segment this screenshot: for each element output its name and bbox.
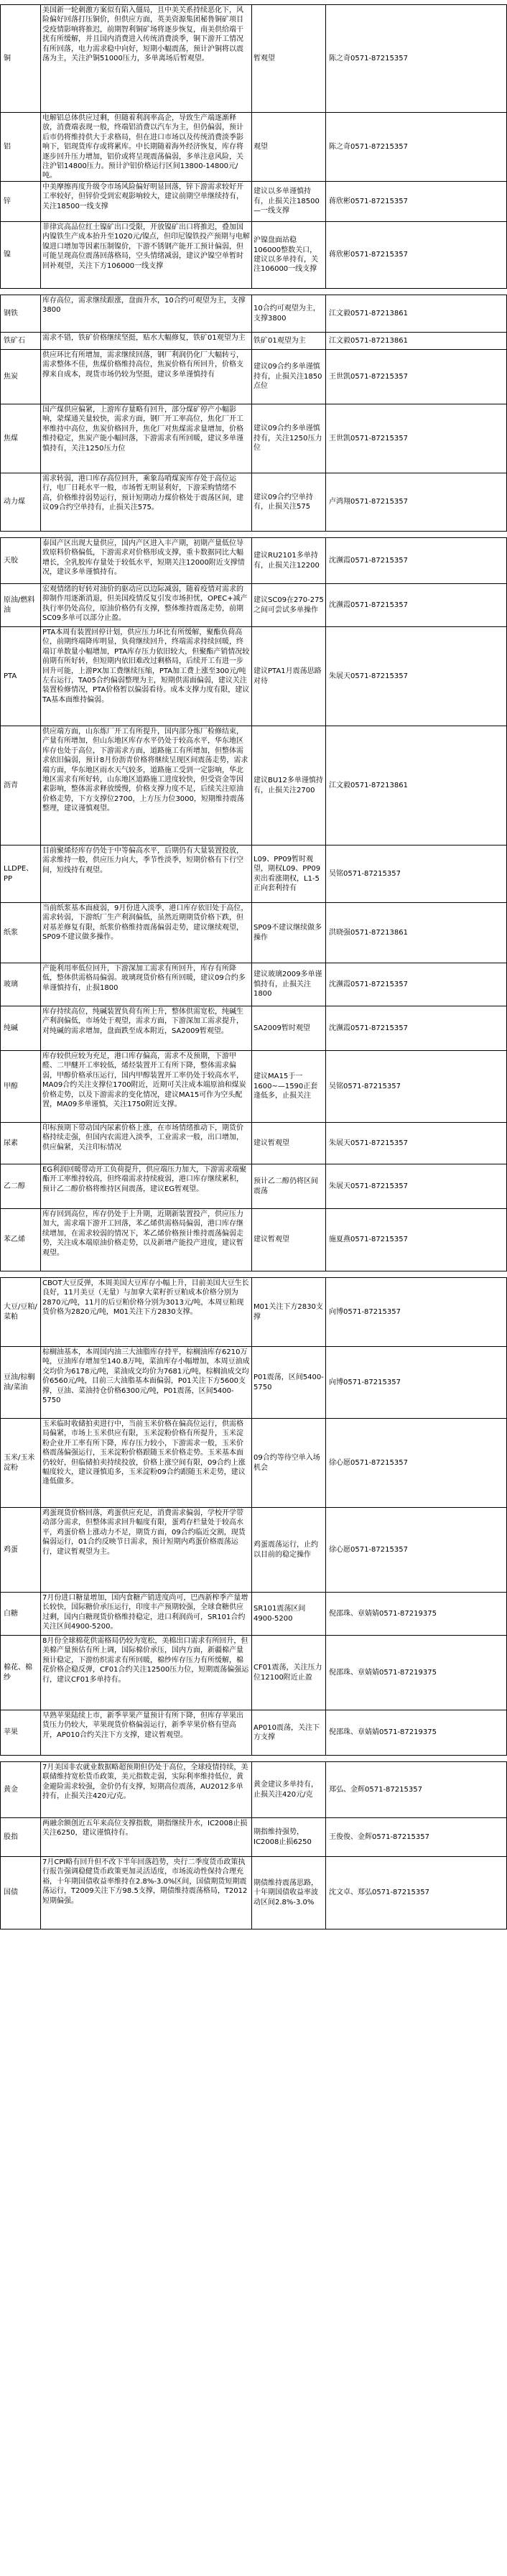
analyst-contact: 洪晓强0571-87213861 xyxy=(325,903,507,963)
commodity-name: 钢铁 xyxy=(0,295,40,332)
table-row xyxy=(0,1123,507,1164)
trading-strategy: 鸡蛋震荡运行，止约以目前的稳定操作 xyxy=(251,1508,325,1592)
analyst-contact: 向博0571-87215357 xyxy=(325,1278,507,1346)
analyst-contact: 倪邵珠、章婧婧0571-87219375 xyxy=(325,1636,507,1710)
analyst-contact: 卢鸿翔0571-87215357 xyxy=(325,473,507,531)
section-gap xyxy=(0,289,507,295)
commodity-name: 镍 xyxy=(0,222,40,288)
market-analysis: 库存高位，需求继续跟涨，盘面升水，10合约可观望为主，支撑3800 xyxy=(40,295,251,332)
analyst-contact: 沈濒霞0571-87215357 xyxy=(325,584,507,626)
table-row xyxy=(0,222,507,288)
commodity-name: 铜 xyxy=(0,5,40,112)
table-row xyxy=(0,903,507,963)
market-analysis: PTA本周有装置回停计划，供应压力环比有所缓解，聚酯负荷高位，前期终端降库明显，负荷继续回升，终端需求持续回暖，终端订单数量小幅增加，PTA库存压力依旧较大，但聚酯产销情况较前期有所好转，但短期内依旧难改过剩格局，后续开工有进一步回升可能，上游PX加工费继续压缩，PTA加工费上涨至300元/吨左右运行，TA05合约偏弱整理为主，短期供需面偏弱，建议关注装置检修情况，PTA价格暂以偏弱看待。成本支撑力度有限，建议TA基本面维持偏弱。 xyxy=(40,627,251,726)
table-row xyxy=(0,1818,507,1857)
table-row xyxy=(0,295,507,333)
market-analysis: 供应端方面，山东炼厂开工有所提升，国内部分炼厂检修结束，产量有所增加，但山东地区库存水平仍处于较高水平，华东地区库存也处于高位，下游需求方面，道路施工有所增加，但整体需求依旧偏弱，预计8月份沥青价格将继续呈现区间震荡走势，需求端方面，华东地区雨水天气较多，道路施工受到一定影响，华北地区需求有所好转，山东地区道路施工进度较快，但受资金等因素影响，整体需求释放缓慢，价格支撑力度不足，后续关注原油价格走势，下方支撑位2700，上方压力位3000，短期维持震荡整理，建议谨慎观望。 xyxy=(40,726,251,845)
trading-strategy: 09合约等待空单入场机会 xyxy=(251,1419,325,1507)
table-row xyxy=(0,1762,507,1818)
analyst-contact: 江文毅0571-87213861 xyxy=(325,295,507,332)
commodity-name: LLDPE、PP xyxy=(0,845,40,902)
trading-strategy: 黄金建议多单持有，止损关注420元/克 xyxy=(251,1762,325,1817)
market-analysis: 7月CPI略有回升但不改下半年回落趋势，央行二季度货币政策执行报告强调稳健货币政策更加灵活适度，市场流动性保持合理充裕，十年期国债收益率维持在2.8%-3.0%区间，国债期货短期震荡运行，T2009关注下方98.5支撑，期债维持震荡格局，T2012短期偏强。 xyxy=(40,1857,251,1929)
analyst-contact: 江文毅0571-87213861 xyxy=(325,333,507,349)
market-analysis: 库存持续高位，纯碱装置负荷有所上升，整体供需宽松，纯碱生产利润偏低，市场处于观望，需求方面，下游深加工需求提升，对纯碱的需求增加，盘面跌至成本附近，SA2009暂观望。 xyxy=(40,1006,251,1050)
table-row xyxy=(0,1209,507,1271)
commodity-name: 白糖 xyxy=(0,1593,40,1635)
analyst-contact: 王世凯0571-87215357 xyxy=(325,350,507,404)
analyst-contact: 蒋欣彬0571-87215357 xyxy=(325,222,507,288)
analyst-contact: 郑弘、金辉0571-87215357 xyxy=(325,1762,507,1817)
table-row xyxy=(0,1051,507,1123)
commodity-name: 锌 xyxy=(0,182,40,221)
commodity-name: 棉花、棉纱 xyxy=(0,1636,40,1710)
table-row xyxy=(0,538,507,584)
market-analysis: 两融余额创近五年来高位支撑指数，期指继续升水，IC2008止损关注6250，建议谨慎持有。 xyxy=(40,1818,251,1856)
analyst-contact: 朱展天0571-87215357 xyxy=(325,1164,507,1208)
table-row xyxy=(0,333,507,350)
trading-strategy: SA2009暂时观望 xyxy=(251,1006,325,1050)
market-analysis: 当前纸浆基本面疲弱，9月份进入淡季，港口库存依旧处于高位，需求转弱，下游纸厂生产利润偏低，虽然近期期货价格下跌，但对基差修复有限，纸浆价格维持震荡偏弱走势，建议继续观望，SP09不建议做多操作。 xyxy=(40,903,251,963)
commodity-name: 铁矿石 xyxy=(0,333,40,349)
analyst-contact: 吴铭0571-87215357 xyxy=(325,1051,507,1122)
table-row xyxy=(0,350,507,404)
analyst-contact: 陈之奇0571-87215357 xyxy=(325,5,507,112)
analyst-contact: 徐心愿0571-87215357 xyxy=(325,1419,507,1507)
analyst-contact: 吴铭0571-87215357 xyxy=(325,845,507,902)
market-analysis: 早熟苹果陆续上市，新季苹果产量预计有所下降，但库存苹果出货压力仍较大，苹果现货价格偏弱运行，新季苹果价格有望高开，AP010合约关注下方支撑，建议暂观望。 xyxy=(40,1710,251,1755)
trading-strategy: SP09不建议继续做多操作 xyxy=(251,903,325,963)
section-gap xyxy=(0,1271,507,1277)
trading-strategy: 建议SC09在270-275之间可尝试多单操作 xyxy=(251,584,325,626)
market-analysis: 玉米临时收储拍卖进行中，当前玉米价格在偏高位运行，供需格局偏紧，市场上玉米供应有限，玉米淀粉价格有所提升，玉米淀粉企业开工率有所下降，库存压力较小，下游需求一般，玉米价格震荡偏强运行，玉米淀粉价格跟随玉米价格走势。玉米基本面仍较好，但临储拍卖持续投放，价格上涨空间有限，09合约上涨幅度较大，建议谨慎追多，玉米淀粉09合约跟随玉米走势，建议逢低做多。 xyxy=(40,1419,251,1507)
analyst-contact: 沈文卓、郑弘0571-87215357 xyxy=(325,1857,507,1929)
trading-strategy: 建议MA15于一1600~—1590正套逢低多，止损关注 xyxy=(251,1051,325,1122)
trading-strategy: 期债维持震荡思路，十年期国债收益率波动区间2.8%-3.0% xyxy=(251,1857,325,1929)
trading-strategy: AP010震荡，关注下方支撑 xyxy=(251,1710,325,1755)
market-analysis: 宏观情绪的好转对油价的驱动应以边际减弱，随着疫情对需求的抑制作用逐渐消退，但美国疫情反复引发市场担忧，OPEC+减产执行率仍处高位，原油价格仍有支撑，整体维持震荡走势，前期SC09多单可以部分止盈。 xyxy=(40,584,251,626)
commodity-name: 苯乙烯 xyxy=(0,1209,40,1271)
analyst-contact: 徐心愿0571-87215357 xyxy=(325,1508,507,1592)
market-analysis: 需求转弱，港口库存高位回升，乘象岛哨煤炭库存处于高位运行，电厂日耗水平一般，市场暂无明显利好，下游采购情绪不高，价格维持弱势运行，预计短期动力煤价格处于震荡区间，建议09合约空单持有，止损关注575。 xyxy=(40,473,251,531)
commodity-name: 玻璃 xyxy=(0,963,40,1006)
table-row xyxy=(0,1347,507,1419)
table-row xyxy=(0,584,507,627)
trading-strategy: 建议以多单谨慎持有，止损关注18500—一线支撑 xyxy=(251,182,325,221)
market-analysis: 中美摩擦再度升级令市场风险偏好明显回落，锌下游需求较好开工率较好，但锌价受到宏观影响较大，建议前期空单继续持有，关注18500一线支撑 xyxy=(40,182,251,221)
table-row xyxy=(0,1278,507,1347)
analyst-contact: 向博0571-87215357 xyxy=(325,1347,507,1418)
analyst-contact: 施夏燕0571-87215357 xyxy=(325,1209,507,1271)
commodity-name: 焦炭 xyxy=(0,350,40,404)
table-row xyxy=(0,1593,507,1636)
analyst-contact: 蒋欣彬0571-87215357 xyxy=(325,182,507,221)
trading-strategy: L09、PP09暂时观望，期权L09、PP09卖出看涨期权，L1-5正向套利持有 xyxy=(251,845,325,902)
commodity-name: 玉米/玉米淀粉 xyxy=(0,1419,40,1507)
market-analysis: 鸡蛋现货价格回落，鸡蛋供应充足，消费需求偏弱，学校开学带动部分需求，但整体需求回升幅度有限，蛋鸡存栏量处于较高水平，鸡蛋价格上涨动力不足，期货方面，09合约临近交割，现货偏弱运行，01合约反映节日需求，预计短期内鸡蛋价格震荡运行，建议暂观望为主。 xyxy=(40,1508,251,1592)
market-analysis: 国产煤供应偏紧，上游库存量略有回升，部分煤矿停产小幅影响，蒙煤通关量较快，需求方面，钢厂开工率高位，焦化厂开工率维持中高位，焦炭价格回升，焦化厂对焦煤需求量增加，价格维持稳定，焦炭产能小幅回落，下游需求有所回暖，建议多单谨慎持有，关注1250压力位 xyxy=(40,404,251,473)
trading-strategy: 建议PTA1月震荡思路对待 xyxy=(251,627,325,726)
table-section xyxy=(0,537,507,1271)
trading-strategy: SR101震荡区间4900-5200 xyxy=(251,1593,325,1635)
commodity-name: 天胶 xyxy=(0,538,40,583)
analyst-contact: 沈濒霞0571-87215357 xyxy=(325,538,507,583)
table-row xyxy=(0,1006,507,1051)
table-row xyxy=(0,1636,507,1710)
market-analysis: 棕榈油基本，本周国内油三大油脂库存持平，棕榈油库存6210万吨，豆油库存增加至140.8万吨，菜油库存小幅增加，本周豆油成交均价为6178元/吨，菜油成交均价为7681元/吨，棕榈油成交均价6560元/吨，目前三大油脂基本面偏弱，P01关注下方5600支撑，豆油、菜油持仓价格6300元/吨，P01震荡，区间5400-5750 xyxy=(40,1347,251,1418)
commodity-name: 纸浆 xyxy=(0,903,40,963)
table-row xyxy=(0,1508,507,1593)
trading-strategy: 铁矿01观望为主 xyxy=(251,333,325,349)
commodity-name: PTA xyxy=(0,627,40,726)
commodity-name: 豆油/棕榈油/菜油 xyxy=(0,1347,40,1418)
trading-strategy: 期指维持强势，IC2008止损6250 xyxy=(251,1818,325,1856)
market-analysis: 产能利用率低位回升，下游深加工需求有所回升，库存有所降低，整体供需格局偏弱。玻璃现货价格有所回暖，建议09合约多单谨慎持有，止损1800 xyxy=(40,963,251,1006)
commodity-name: 苹果 xyxy=(0,1710,40,1755)
analyst-contact: 沈濒霞0571-87215357 xyxy=(325,963,507,1006)
table-section xyxy=(0,1277,507,1756)
commodity-name: 黄金 xyxy=(0,1762,40,1817)
analyst-contact: 倪邵珠、章婧婧0571-87219375 xyxy=(325,1710,507,1755)
trading-strategy: 观望 xyxy=(251,113,325,181)
market-analysis: 8月份全球棉花供需格局仍较为宽松，美棉出口需求有所回升，但美棉产量预估有所上调，国际棉价承压，国内方面，新疆棉产量预计稳定，下游纺织需求有所回暖，棉纱库存压力有所缓解，棉花价格企稳反弹，CF01合约关注12500压力位，短期震荡偏强运行，建议CF01多单持有。 xyxy=(40,1636,251,1710)
market-analysis: 7月美国非农就业数据略超预期但仍处于高位，全球疫情持续，美联储维持宽松货币政策，美元指数走弱，实际利率维持低位，黄金避险需求较强，金价仍有支撑，短期高位震荡，AU2012多单持有，止损关注420元/克。 xyxy=(40,1762,251,1817)
analyst-contact: 王俊俊、金辉0571-87215357 xyxy=(325,1818,507,1856)
trading-strategy: 建议BU12多单谨慎持有，止损关注2700 xyxy=(251,726,325,845)
table-row xyxy=(0,473,507,531)
trading-strategy: 建议09合约多单谨慎持有，止损关注1850点位 xyxy=(251,350,325,404)
market-analysis: 菲律宾高品位红土镍矿出口受限，开放镍矿出口将推迟，叠加国内镍铁生产成本抬升至1020元/镍点，但印尼镍铁投产预期与电解镍进口增加等因素压制镍价，下游不锈钢产能开工预计偏弱，但可能呈现高位震荡回落格局，空头情绪减弱，建议沪镍空单暂时回补观望，关注下方106000一线支撑 xyxy=(40,222,251,288)
market-analysis: 7月份进口糖量增加，国内食糖产销进度尚可，巴西新榨季产量增长较快，国际糖价承压运行，印度丰产预期较强，全球食糖供应过剩，国内白糖现货价格维持稳定，进口利润尚可，SR101合约关注区间4900-5200。 xyxy=(40,1593,251,1635)
table-row xyxy=(0,113,507,182)
commodity-name: 焦煤 xyxy=(0,404,40,473)
market-analysis: 库存回到高位，库存仍处于上升期，近期新装置投产，供应压力加大，需求端下游开工回落，苯乙烯供需格局偏弱，港口库存继续增加，在需求较弱的情况下，苯乙烯价格预计维持震荡偏弱走势，关注成本端原油价格走势，以及新增产能投产进度，建议暂观望。 xyxy=(40,1209,251,1271)
commodity-name: 纯碱 xyxy=(0,1006,40,1050)
table-row xyxy=(0,726,507,845)
table-row xyxy=(0,1164,507,1209)
commodity-name: 沥青 xyxy=(0,726,40,845)
table-row xyxy=(0,1857,507,1929)
commodity-name: 国债 xyxy=(0,1857,40,1929)
commodity-name: 动力煤 xyxy=(0,473,40,531)
trading-strategy: 建议09合约多单谨慎持有，关注1250压力位 xyxy=(251,404,325,473)
trading-strategy: M01关注下方2830支撑 xyxy=(251,1278,325,1346)
sections-container xyxy=(0,4,507,1929)
market-analysis: 供应环比有所增加，需求继续回落，钢厂利润仍化厂大幅转亏，需求整体不佳，焦煤价格维持高位，焦炭价格有所回升，价格支撑来自成本，现货市场仍较为坚挺，建议多单谨慎持有 xyxy=(40,350,251,404)
market-analysis: 美国新一轮刺激方案似有陷入僵局，且中美关系持续恶化下，风险偏好回落打压铜价，但供应方面，英美资源集团秘鲁铜矿项目受疫情影响将推迟，前期智利铜矿场将逐步恢复，南美供给端干扰有所缓解，并且国内消费进入传统消费淡季，铜下游开工情况有所回落，电力需求稳中向好，短期小幅震荡，预计沪铜将以震荡为主，关注沪铜51000压力，多单离场后暂观望。 xyxy=(40,5,251,112)
market-analysis: CBOT大豆反弹，本周美国大豆库存小幅上升，目前美国大豆生长良好，11月美豆（无量）与加拿大菜籽折豆粕成本价格分别为2870元/吨，11月的后豆粕价格分别为3013元/吨，本周豆粕现货价格为2820元/吨，M01关注下方2830支撑。 xyxy=(40,1278,251,1346)
analyst-contact: 王世凯0571-87215357 xyxy=(325,404,507,473)
table-row xyxy=(0,5,507,113)
trading-strategy: 建议暂观望 xyxy=(251,1209,325,1271)
market-analysis: EG利润回暖带动开工负荷提升，供应端压力加大，下游需求端聚酯开工率维持较高，但终端需求持续疲弱，港口库存继续累积，预计乙二醇价格将维持区间震荡，建议EG暂观望。 xyxy=(40,1164,251,1208)
trading-strategy: 建议09合约空单持有，止损关注575 xyxy=(251,473,325,531)
section-gap xyxy=(0,1756,507,1761)
analyst-contact: 倪邵珠、章婧婧0571-87219375 xyxy=(325,1593,507,1635)
table-row xyxy=(0,404,507,473)
market-analysis: 电解铝总体供应过剩，但随着利润率高企，导致生产端逐渐释放，消费端表现一般，终端铝消费以汽车为主，但仍偏弱，预计后市仍将维持供大于求格局，但在进口市场以及传统消费淡季影响下，铝现货库存或将累库。中长期随着海外经济恢复，库存将逐步回升压力增加，铝价或将呈现震荡偏弱，多单注意风险，关注沪铝14800压力。预计沪铝价格运行区间13800-14800元/吨。 xyxy=(40,113,251,181)
table-row xyxy=(0,627,507,726)
trading-strategy: 建议RU2101多单持有，止损关注12200 xyxy=(251,538,325,583)
commodity-name: 股指 xyxy=(0,1818,40,1856)
commodity-name: 乙二醇 xyxy=(0,1164,40,1208)
commodity-name: 大豆/豆粕/菜粕 xyxy=(0,1278,40,1346)
table-row xyxy=(0,1419,507,1508)
market-analysis: 库存较供应较为充足，港口库存偏高，需求不及预期，下游甲醛、二甲醚开工率较低，烯烃装置开工有所下降，整体需求偏弱，甲醇价格承压运行，国内甲醇装置开工率仍处于较高水平，MA09合约关注支撑位1700附近，近期可关注成本端原油和煤炭价格走势，以及下游需求的变化情况，建议MA15可作为空头配置，MA09多单谨慎，关注1750附近支撑。 xyxy=(40,1051,251,1122)
analyst-contact: 朱展天0571-87215357 xyxy=(325,627,507,726)
table-section xyxy=(0,1761,507,1929)
table-row xyxy=(0,963,507,1006)
analyst-contact: 朱展天0571-87215357 xyxy=(325,1123,507,1164)
analyst-contact: 陈之奇0571-87215357 xyxy=(325,113,507,181)
analyst-contact: 沈濒霞0571-87215357 xyxy=(325,1006,507,1050)
trading-strategy: 建议暂观望 xyxy=(251,1123,325,1164)
table-section xyxy=(0,295,507,532)
commodity-name: 原油/燃料油 xyxy=(0,584,40,626)
trading-strategy: 预计乙二醇仍将区间震荡 xyxy=(251,1164,325,1208)
table-row xyxy=(0,182,507,222)
trading-strategy: 建议玻璃2009多单谨慎持有，止损关注1800 xyxy=(251,963,325,1006)
table-row xyxy=(0,845,507,903)
market-analysis: 印标预期下带动国内尿素价格上涨，在市场情绪推动下，期货价格持续走强，但国内农需进入淡季，工业需求一般，出口增加，供应偏紧，关注印标情况 xyxy=(40,1123,251,1164)
trading-strategy: P01震荡，区间5400-5750 xyxy=(251,1347,325,1418)
section-gap xyxy=(0,532,507,537)
commodity-name: 鸡蛋 xyxy=(0,1508,40,1592)
trading-strategy: 沪镍盘面站稳106000整数关口，建议以多单持有，关注106000一线支撑 xyxy=(251,222,325,288)
commodity-name: 甲醇 xyxy=(0,1051,40,1122)
trading-strategy: CF01震荡，关注压力位12100附近止盈 xyxy=(251,1636,325,1710)
market-analysis: 泰国产区出现大量供应，国内产区进入丰产期，初期产量低位导致原料价格偏低，下游需求对价格形成支撑，重卡数据同比大幅增长，全乳胶库存量处于较低水平，短期关注12000附近支撑情况，建议多单谨慎持有。 xyxy=(40,538,251,583)
trading-strategy: 暂观望 xyxy=(251,5,325,112)
trading-strategy: 10合约可观望为主，支撑3800 xyxy=(251,295,325,332)
commodity-name: 尿素 xyxy=(0,1123,40,1164)
commodity-name: 铝 xyxy=(0,113,40,181)
market-analysis: 需求不错，铁矿价格继续坚挺，贴水大幅修复，铁矿01观望为主 xyxy=(40,333,251,349)
table-row xyxy=(0,1710,507,1755)
table-section xyxy=(0,4,507,289)
market-analysis: 目前聚烯烃库存仍处于中等偏高水平，后期仍有大量装置投放，需求维持一般，供应压力向大，季节性淡季，短期价格有下行空间，短线持有观望。 xyxy=(40,845,251,902)
analyst-contact: 江文毅0571-87213861 xyxy=(325,726,507,845)
